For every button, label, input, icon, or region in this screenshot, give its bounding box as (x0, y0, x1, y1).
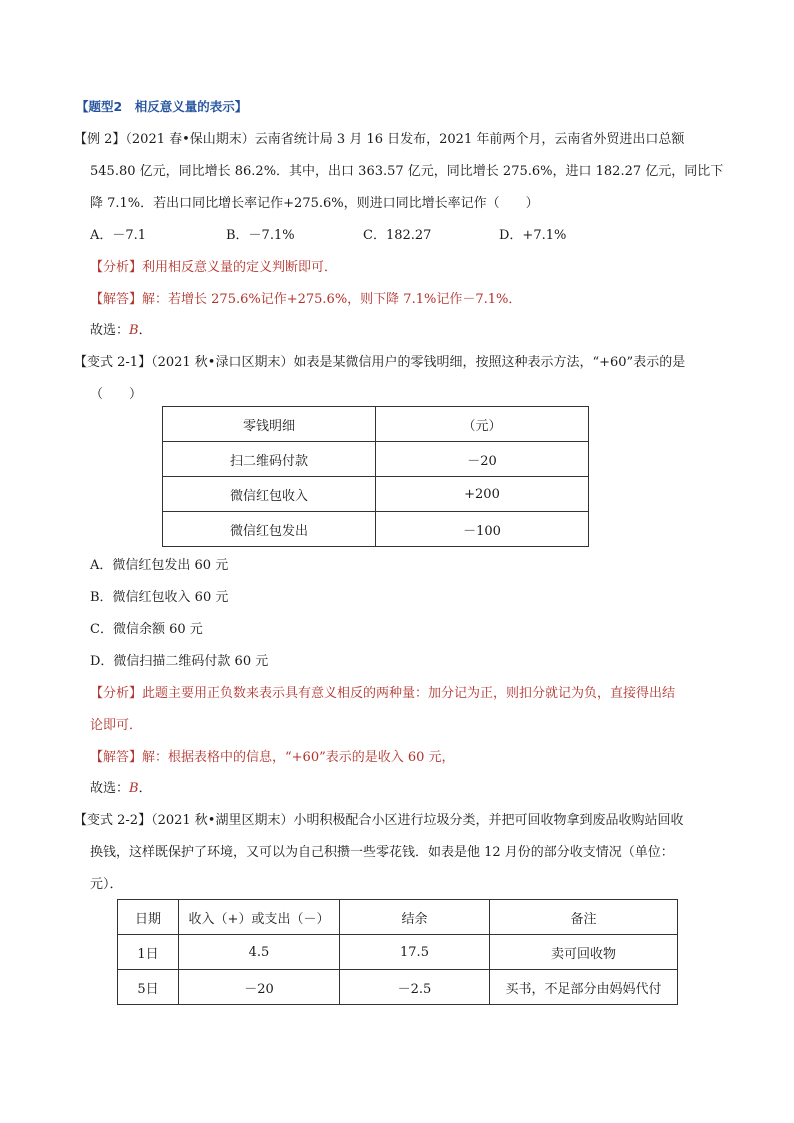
example-2-text-1: （2021 春•保山期末）云南省统计局 3 月 16 日发布，2021 年前两个月，云南省外贸进出口总额 (125, 132, 685, 147)
table-cell: 零钱明细 (163, 407, 376, 442)
example-2-tag: 【例 2】 (74, 132, 126, 147)
variant-2-1-option-a: A．微信红包发出 60 元 (90, 558, 229, 573)
example-2-option-c: C．182.27 (363, 228, 432, 243)
answer-tag: 【解答】 (90, 750, 143, 765)
table-cell: －20 (376, 442, 589, 477)
variant-2-2-tag: 【变式 2-2】 (74, 813, 152, 828)
variant-2-2-text-1: （2021 秋•湖里区期末）小明积极配合小区进行垃圾分类，并把可回收物拿到废品收购站回收 (151, 813, 684, 828)
variant-2-1-option-b: B．微信红包收入 60 元 (90, 590, 229, 605)
table-header-cell: 结余 (340, 900, 490, 935)
table-cell: 5日 (118, 970, 179, 1005)
example-2-line-2: 545.80 亿元，同比增长 86.2%．其中，出口 363.57 亿元，同比增长 275.6%，进口 182.27 亿元，同比下 (90, 164, 724, 179)
answer-text: 解：根据表格中的信息，“+60”表示的是收入 60 元， (142, 750, 455, 765)
table-cell: 卖可回收物 (490, 935, 678, 970)
variant-2-1-answer (90, 749, 455, 767)
analysis-text: 此题主要用正负数来表示具有意义相反的两种量：加分记为正，则扣分就记为负，直接得出结 (142, 686, 676, 701)
choice-suffix: ． (138, 781, 152, 796)
table-cell: 微信红包发出 (163, 512, 376, 547)
choice-letter: B (129, 323, 139, 338)
analysis-text: 利用相反意义量的定义判断即可． (142, 260, 338, 275)
variant-2-1-option-c: C．微信余额 60 元 (90, 622, 203, 637)
example-2-answer (90, 291, 521, 309)
variant-2-1-line-1 (74, 354, 685, 372)
change-details-table (162, 406, 589, 547)
example-2-choice (90, 322, 152, 340)
table-row (163, 512, 589, 547)
table-cell: 4.5 (179, 935, 340, 970)
table-row (118, 935, 678, 970)
variant-2-1-analysis-1 (90, 685, 675, 703)
choice-prefix: 故选： (90, 781, 130, 796)
table-cell: 1日 (118, 935, 179, 970)
table-row (118, 970, 678, 1005)
variant-2-2-line-1 (74, 812, 683, 830)
table-cell: －2.5 (340, 970, 490, 1005)
table-row (163, 477, 589, 512)
choice-suffix: ． (138, 323, 152, 338)
variant-2-2-line-3: 元）． (90, 877, 123, 892)
section-heading: 【题型2 相反意义量的表示】 (76, 99, 248, 114)
variant-2-2-line-2: 换钱，这样既保护了环境，又可以为自己积攒一些零花钱．如表是他 12 月份的部分收支情况（单位： (90, 845, 674, 860)
choice-prefix: 故选： (90, 323, 130, 338)
example-2-option-d: D．+7.1% (499, 228, 567, 243)
variant-2-1-text-1: （2021 秋•渌口区期末）如表是某微信用户的零钱明细，按照这种表示方法，“+60”表示的是 (151, 355, 686, 370)
table-cell: 买书，不足部分由妈妈代付 (490, 970, 678, 1005)
example-2-line-1 (74, 131, 684, 149)
variant-2-1-choice (90, 780, 152, 798)
table-row (163, 407, 589, 442)
table-header-cell: 日期 (118, 900, 179, 935)
analysis-tag: 【分析】 (90, 260, 143, 275)
table-cell: 扫二维码付款 (163, 442, 376, 477)
table-cell: +200 (376, 477, 589, 512)
example-2-option-a: A．－7.1 (90, 228, 147, 243)
example-2-option-b: B．－7.1% (226, 228, 295, 243)
choice-letter: B (129, 781, 139, 796)
analysis-tag: 【分析】 (90, 686, 143, 701)
answer-tag: 【解答】 (90, 292, 143, 307)
example-2-analysis (90, 259, 337, 277)
table-cell: 17.5 (340, 935, 490, 970)
table-header-cell: 备注 (490, 900, 678, 935)
variant-2-1-tag: 【变式 2-1】 (74, 355, 152, 370)
table-row (163, 442, 589, 477)
table-cell: 微信红包收入 (163, 477, 376, 512)
table-header-row (118, 900, 678, 935)
table-cell: －20 (179, 970, 340, 1005)
example-2-line-3: 降 7.1%．若出口同比增长率记作+275.6%，则进口同比增长率记作（ ） (90, 196, 539, 211)
table-header-cell: 收入（+）或支出（－） (179, 900, 340, 935)
table-cell: （元） (376, 407, 589, 442)
variant-2-1-line-2: （ ） (90, 387, 143, 402)
variant-2-1-analysis-2: 论即可． (90, 718, 143, 733)
variant-2-1-option-d: D．微信扫描二维码付款 60 元 (90, 654, 269, 669)
table-cell: －100 (376, 512, 589, 547)
answer-text: 解：若增长 275.6%记作+275.6%，则下降 7.1%记作－7.1%． (142, 292, 522, 307)
income-expense-table (117, 899, 678, 1005)
